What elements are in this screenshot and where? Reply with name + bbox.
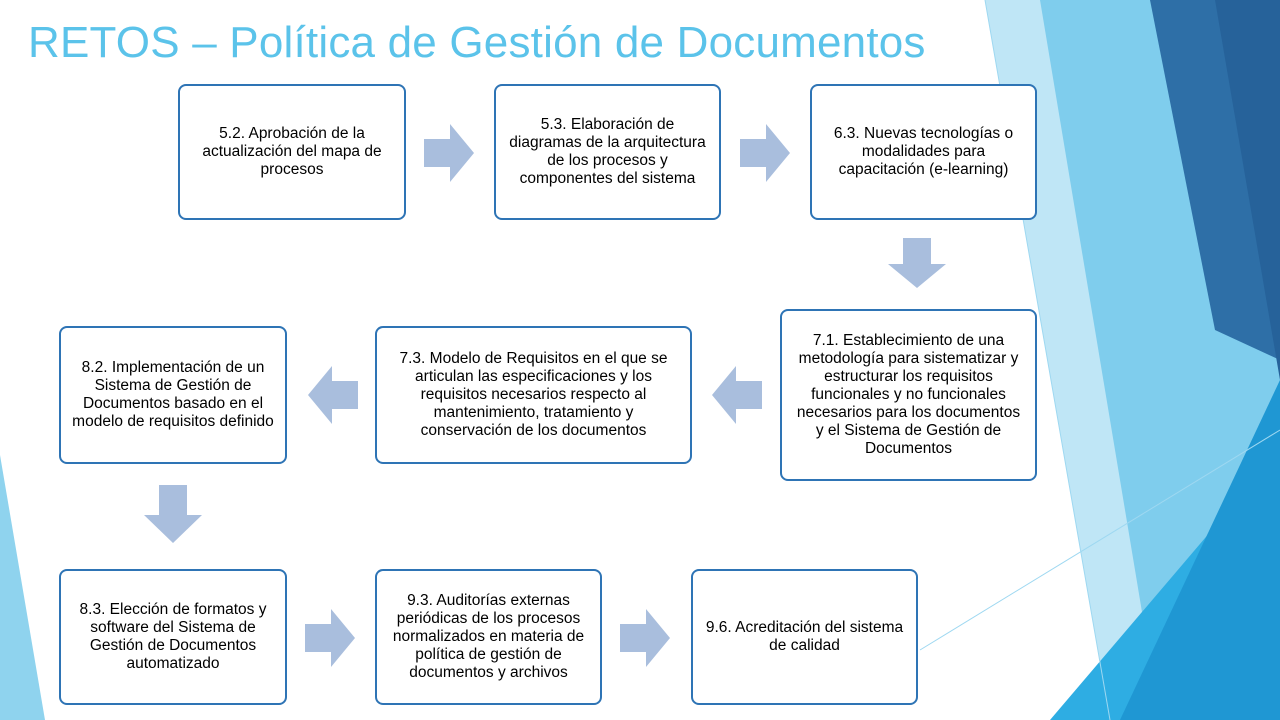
step-box-7-1: 7.1. Establecimiento de una metodología para sistematizar y estructurar los requisitos funcionales y no funcionales necesarios para los documentos y el Sistema de Gestión de Documentos bbox=[780, 309, 1037, 481]
step-box-6-3: 6.3. Nuevas tecnologías o modalidades para capacitación (e-learning) bbox=[810, 84, 1037, 220]
step-box-5-2: 5.2. Aprobación de la actualización del mapa de procesos bbox=[178, 84, 406, 220]
arrow-down-icon bbox=[888, 238, 946, 288]
arrow-right-icon bbox=[620, 609, 670, 667]
slide-title: RETOS – Política de Gestión de Documentos bbox=[28, 18, 926, 67]
step-box-8-2: 8.2. Implementación de un Sistema de Gestión de Documentos basado en el modelo de requisitos definido bbox=[59, 326, 287, 464]
step-box-9-3: 9.3. Auditorías externas periódicas de los procesos normalizados en materia de política de gestión de documentos y archivos bbox=[375, 569, 602, 705]
step-box-9-6: 9.6. Acreditación del sistema de calidad bbox=[691, 569, 918, 705]
arrow-left-icon bbox=[712, 366, 762, 424]
arrow-right-icon bbox=[305, 609, 355, 667]
step-box-7-3: 7.3. Modelo de Requisitos en el que se articulan las especificaciones y los requisitos necesarios respecto al mantenimiento, tratamiento y conservación de los documentos bbox=[375, 326, 692, 464]
arrow-down-icon bbox=[144, 485, 202, 543]
step-box-5-3: 5.3. Elaboración de diagramas de la arquitectura de los procesos y componentes del sistema bbox=[494, 84, 721, 220]
step-box-8-3: 8.3. Elección de formatos y software del Sistema de Gestión de Documentos automatizado bbox=[59, 569, 287, 705]
arrow-left-icon bbox=[308, 366, 358, 424]
left-accent-shape bbox=[0, 455, 45, 720]
arrow-right-icon bbox=[424, 124, 474, 182]
arrow-right-icon bbox=[740, 124, 790, 182]
